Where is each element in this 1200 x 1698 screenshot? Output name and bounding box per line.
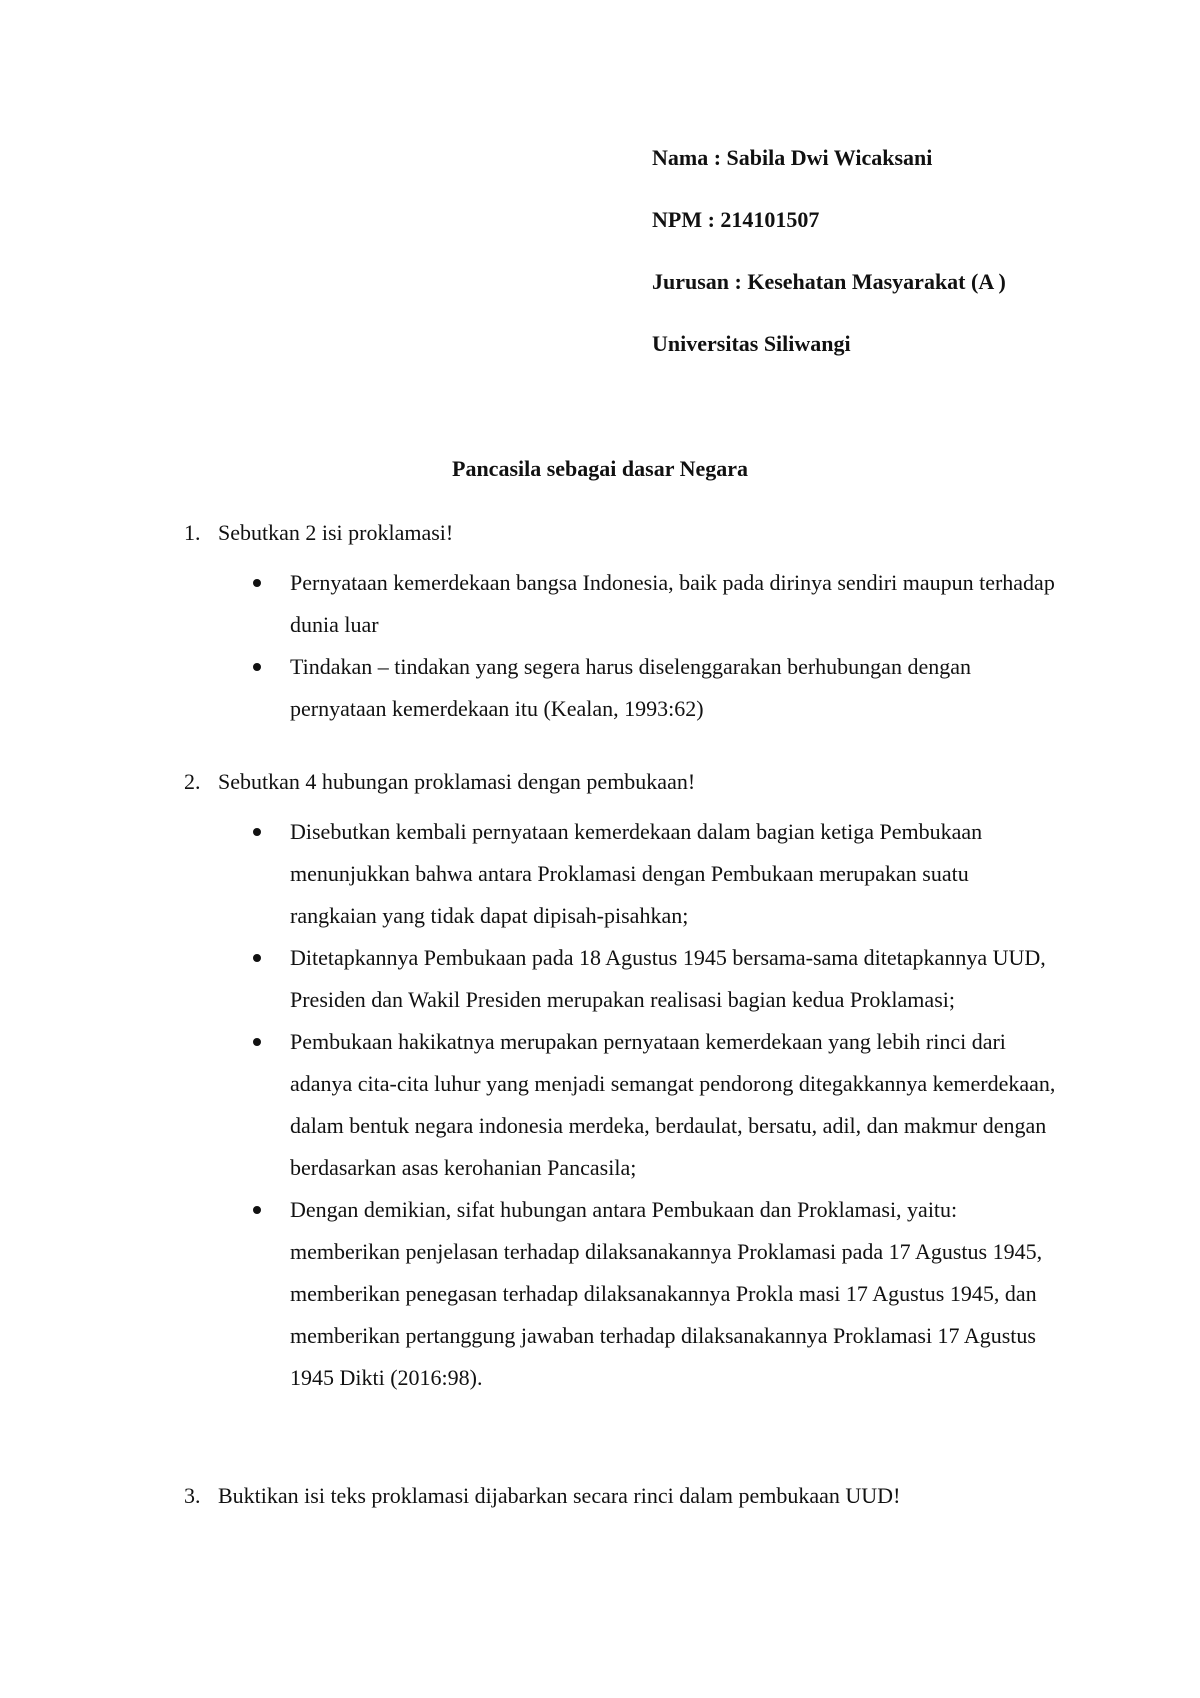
question-number: 3. (184, 1483, 201, 1508)
answer-item (0, 646, 1200, 730)
question-text: Buktikan isi teks proklamasi dijabarkan secara rinci dalam pembukaan UUD! (218, 1483, 901, 1508)
question-number: 1. (184, 520, 201, 545)
answer-text: Dengan demikian, sifat hubungan antara Pembukaan dan Proklamasi, yaitu: memberikan penjelasan terhadap dilaksanakannya Proklamasi pada 17 Agustus 1945, memberikan penegasan terhadap dilaksanakannya Prokla masi 17 Agustus 1945, dan memberikan pertanggung jawaban terhadap dilaksanakannya Proklamasi 17 Agustus 1945 Dikti (2016:98). (290, 1197, 1043, 1390)
question-text: Sebutkan 4 hubungan proklamasi dengan pembukaan! (218, 769, 696, 794)
answer-list (0, 562, 1200, 730)
question-number: 2. (184, 769, 201, 794)
answer-item (0, 1021, 1200, 1189)
answer-list (0, 811, 1200, 1399)
answer-item (0, 937, 1200, 1021)
bullet-icon (253, 663, 261, 671)
bullet-icon (253, 579, 261, 587)
bullet-icon (253, 1038, 261, 1046)
answer-text: Disebutkan kembali pernyataan kemerdekaan dalam bagian ketiga Pembukaan menunjukkan bahwa antara Proklamasi dengan Pembukaan merupakan suatu rangkaian yang tidak dapat dipisah-pisahkan; (290, 819, 983, 928)
bullet-icon (253, 828, 261, 836)
answer-item (0, 562, 1200, 646)
answer-text: Pernyataan kemerdekaan bangsa Indonesia, baik pada dirinya sendiri maupun terhadap dunia luar (290, 570, 1055, 637)
student-info (652, 145, 1172, 393)
answer-text: Tindakan – tindakan yang segera harus diselenggarakan berhubungan dengan pernyataan kemerdekaan itu (Kealan, 1993:62) (290, 654, 971, 721)
student-university: Universitas Siliwangi (652, 331, 851, 356)
answer-item (0, 811, 1200, 937)
student-npm: NPM : 214101507 (652, 207, 820, 232)
student-name: Nama : Sabila Dwi Wicaksani (652, 145, 933, 170)
answer-item (0, 1189, 1200, 1399)
student-major: Jurusan : Kesehatan Masyarakat (A ) (652, 269, 1006, 294)
question-text: Sebutkan 2 isi proklamasi! (218, 520, 454, 545)
answer-text: Ditetapkannya Pembukaan pada 18 Agustus 1945 bersama-sama ditetapkannya UUD, Presiden dan Wakil Presiden merupakan realisasi bagian kedua Proklamasi; (290, 945, 1046, 1012)
bullet-icon (253, 954, 261, 962)
bullet-icon (253, 1206, 261, 1214)
document-title: Pancasila sebagai dasar Negara (452, 456, 748, 481)
answer-text: Pembukaan hakikatnya merupakan pernyataan kemerdekaan yang lebih rinci dari adanya cita-cita luhur yang menjadi semangat pendorong ditegakkannya kemerdekaan, dalam bentuk negara indonesia merdeka, berdaulat, bersatu, adil, dan makmur dengan berdasarkan asas kerohanian Pancasila; (290, 1029, 1056, 1180)
